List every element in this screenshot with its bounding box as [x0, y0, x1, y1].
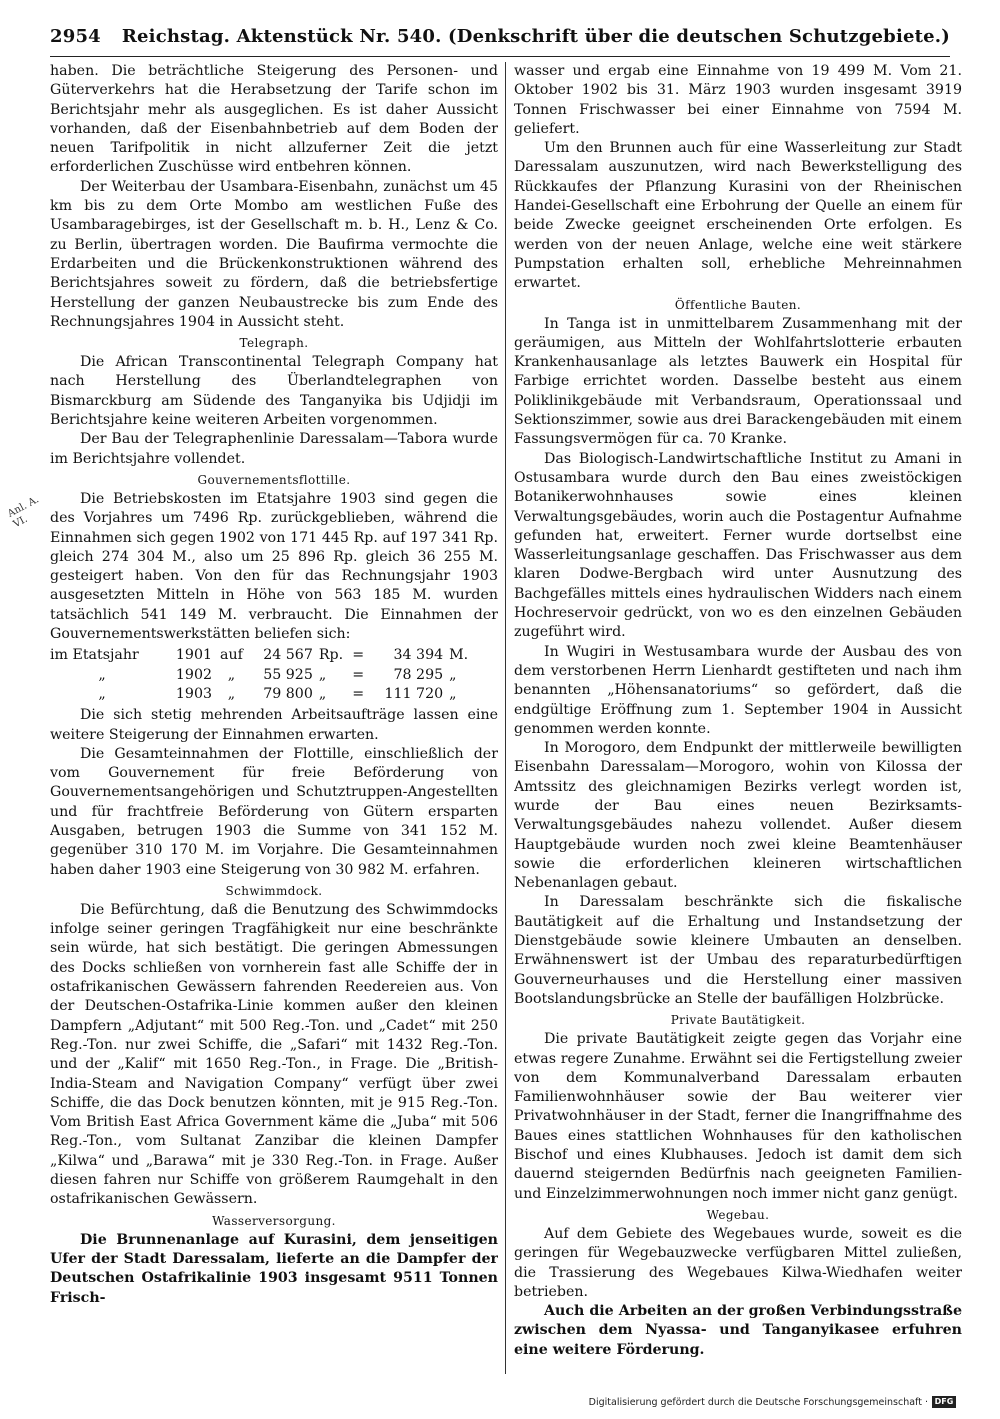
dfg-logo: DFG: [932, 1396, 956, 1408]
paragraph: Auf dem Gebiete des Wegebaues wurde, soweit es die geringen für Wegebauzwecke verfügbaren Mittel zuließen, die Trassierung des Wegebaues Kilwa-Wiedhafen weiter betrieben.: [514, 1225, 962, 1300]
paragraph: Die Gesamteinnahmen der Flottille, einschließlich der vom Gouvernement für freie Beförderung von Gouvernementsangehörigen und Schutztruppen-Angestellten und für frachtfreie Beförderung von Gütern ersparten Ausgaben, betrugen 1903 die Summe von 341 152 M. gegenüber 310 170 M. im Vorjahre. Die Gesamteinnahmen haben daher 1903 eine Steigerung von 30 982 M. erfahren.: [50, 745, 498, 878]
table-cell: „: [318, 666, 327, 683]
table-cell: 24 567: [263, 647, 313, 664]
paragraph: Die Befürchtung, daß die Benutzung des Schwimmdocks infolge seiner geringen Tragfähigkeit nur eine beschränkte sein würde, hat sich bestätigt. Die geringen Abmessungen des Docks schließen von vornherein fast alle Schiffe der in ostafrikanischen Gewässern fahrenden Reedereien aus. Von der Deutschen-Ostafrika-Linie kommen außer den kleinen Dampfern „Adjutant“ mit 500 Reg.-Ton. und „Cadet“ mit 250 Reg.-Ton. nur zwei Schiffe, die „Safari“ mit 1432 Reg.-Ton. und der „Kalif“ mit 1650 Reg.-Ton., in Frage. Die „British-India-Steam and Navigation Company“ verfügt über zwei Schiffe, die das Dock benutzen könnten, mit je 915 Reg.-Ton. Vom British East Africa Government käme die „Juba“ mit 506 Reg.-Ton., vom Sultanat Zanzibar die kleinen Dampfer „Kilwa“ und „Barawa“ mit je 330 Reg.-Ton. in Frage. Außer diesen fahren nur Schiffe von größerem Raumgehalt in den ostafrikanischen Gewässern.: [50, 901, 498, 1208]
table-cell: =: [352, 666, 365, 683]
paragraph: Die private Bautätigkeit zeigte gegen das Vorjahr eine etwas regere Zunahme. Erwähnt sei die Fertigstellung zweier von dem Kommunalverband Daressalam erbauten Familienwohnhäuser sowie der Bau weiterer vier Privatwohnhäuser in der Stadt, ferner die Inangriffnahme des Baues eines stattlichen Wohnhauses für den katholischen Bischof und eines Klubhauses. Jedoch ist damit dem sich dauernd steigernden Bedürfnis nach geeigneten Familien- und Einzelzimmerwohnungen noch immer nicht ganz genügt.: [514, 1031, 962, 1202]
page-number: 2954: [50, 26, 101, 47]
table-cell: 1903: [175, 685, 212, 702]
section-heading-wasserversorgung: Wasserversorgung.: [212, 1213, 336, 1228]
section-heading-telegraph: Telegraph.: [239, 336, 309, 351]
paragraph: Das Biologisch-Landwirtschaftliche Institut zu Amani in Ostusambara wurde durch den Bau eines zweistöckigen Botanikerwohnhauses sowie eines kleinen Verwaltungsgebäudes, worin auch die Postagentur Aufnahme gefunden hat, erweitert. Ferner wurde dortselbst eine Wasserleitungsanlage geschaffen. Das Frischwasser aus dem klaren Dodwe-Bergbach wird unter Ausnutzung des Bachgefälles mittels eines hydraulischen Widders nach einem Hochreservoir gedrückt, von wo es den einzelnen Gebäuden zugeführt wird.: [514, 450, 962, 641]
section-heading-private: Private Bautätigkeit.: [670, 1013, 806, 1028]
table-cell: 34 394: [393, 647, 444, 664]
table-cell: =: [352, 647, 365, 664]
paragraph: Auch die Arbeiten an der großen Verbindungsstraße zwischen dem Nyassa- und Tanganyikasee erfuhren eine weitere Förderung.: [514, 1303, 962, 1358]
table-cell: 78 295: [393, 666, 444, 683]
table-cell: 79 800: [263, 685, 313, 702]
table-cell: 55 925: [263, 666, 313, 683]
table-cell: „: [318, 685, 327, 702]
section-heading-flottille: Gouvernementsflottille.: [197, 472, 351, 487]
table-row: [50, 666, 471, 685]
margin-note: Anl. A. VI.: [6, 494, 41, 531]
paragraph: In Wugiri in Westusambara wurde der Ausbau des von dem verstorbenen Herrn Lienhardt gestifteten und nach ihm benannten „Höhensanatoriums“ so gefördert, daß die endgültige Eröffnung zum 1. September 1904 in Aussicht genommen werden konnte.: [514, 643, 962, 737]
table-cell: M.: [449, 647, 469, 664]
paragraph: In Tanga ist in unmittelbarem Zusammenhang mit der geräumigen, aus Mitteln der Wohlfahrtslotterie erbauten Krankenhausanlage als letztes Bauwerk ein Hospital für Farbige errichtet worden. Dasselbe besteht aus einem Poliklinikgebäude mit Verbandsraum, Operationssaal und Sektionszimmer, sowie aus drei Barackengebäuden mit einem Fassungsvermögen für ca. 70 Kranke.: [514, 315, 962, 448]
page-header: [50, 26, 950, 52]
table-cell: Rp.: [318, 647, 344, 664]
column-divider: [505, 62, 506, 1374]
table-cell: „: [98, 685, 106, 702]
table-cell: =: [352, 685, 365, 702]
table-cell: „: [449, 666, 457, 683]
header-rule: [50, 56, 950, 57]
table-cell: „: [227, 666, 236, 683]
left-column: [50, 62, 498, 1382]
paragraph: wasser und ergab eine Einnahme von 19 499 M. Vom 21. Oktober 1902 bis 31. März 1903 wurden insgesamt 3919 Tonnen Frischwasser bei einer Einnahme von 7594 M. geliefert.: [514, 63, 962, 137]
paragraph: Die sich stetig mehrenden Arbeitsaufträge lassen eine weitere Steigerung der Einnahmen erwarten.: [50, 707, 498, 743]
table-cell: auf: [220, 647, 243, 664]
table-cell: „: [449, 685, 457, 702]
paragraph: In Daressalam beschränkte sich die fiskalische Bautätigkeit auf die Erhaltung und Instandsetzung der Dienstgebäude sowie kleinere Umbauten an denselben. Erwähnenswert ist der Umbau des reparaturbedürftigen Gouverneurhauses und die Herstellung einer massiven Bootslandungsbrücke an Stelle der baufälligen Holzbrücke.: [514, 894, 962, 1007]
section-heading-schwimmdock: Schwimmdock.: [225, 883, 323, 898]
section-heading-wegebau: Wegebau.: [706, 1207, 770, 1222]
footer-text: Digitalisierung gefördert durch die Deutsche Forschungsgemeinschaft ·: [588, 1396, 928, 1408]
paragraph: Um den Brunnen auch für eine Wasserleitung zur Stadt Daressalam auszunutzen, wird nach Bewerkstelligung des Rückkaufes der Pflanzung Kurasini von der Rheinischen Handei-Gesellschaft eine Erbohrung der Quelle an einem für beide Zwecke geeignet erscheinenden Orte erfolgen. Es werden von der neuen Anlage, welche eine weit stärkere Pumpstation erhalten soll, erhebliche Mehreinnahmen erwartet.: [514, 140, 962, 292]
running-title: Reichstag. Aktenstück Nr. 540. (Denkschrift über die deutschen Schutzgebiete.): [121, 26, 950, 47]
table-cell: 1902: [175, 666, 212, 683]
paragraph: Der Weiterbau der Usambara-Eisenbahn, zunächst um 45 km bis zu dem Orte Mombo am westlichen Fuße des Usambaragebirges, ist der Gesellschaft m. b. H., Lenz & Co. zu Berlin, übertragen worden. Die Baufirma vermochte die Erdarbeiten und die Brückenkonstruktionen während des Berichtsjahres soweit zu fördern, daß die betriebsfertige Herstellung der ganzen Neubaustrecke bis zum Ende des Rechnungsjahres 1904 in Aussicht steht.: [50, 178, 498, 330]
table-cell: 111 720: [384, 685, 444, 702]
table-cell: im Etatsjahr: [50, 647, 139, 664]
table-cell: 1901: [175, 647, 212, 664]
paragraph: Die Betriebskosten im Etatsjahre 1903 sind gegen die des Vorjahres um 7496 Rp. zurückgeblieben, während die Einnahmen sich gegen 1902 von 171 445 Rp. auf 197 341 Rp. gleich 274 304 M., also um 25 896 Rp. gleich 36 255 M. gesteigert haben. Von den für das Rechnungsjahr 1903 ausgesetzten Mitteln in Höhe von 563 185 M. wurden tatsächlich 541 149 M. verbraucht. Die Einnahmen der Gouvernementswerkstätten beliefen sich:: [50, 490, 498, 643]
table-row: [50, 646, 471, 665]
table-row: [50, 685, 471, 704]
section-heading-bauten: Öffentliche Bauten.: [674, 297, 802, 312]
table-cell: „: [227, 685, 236, 702]
table-cell: „: [98, 666, 106, 683]
digitization-footer: [589, 1396, 956, 1408]
paragraph: Die Brunnenanlage auf Kurasini, dem jenseitigen Ufer der Stadt Daressalam, lieferte an die Dampfer der Deutschen Ostafrikalinie 1903 insgesamt 9511 Tonnen Frisch-: [50, 1231, 498, 1306]
paragraph: haben. Die beträchtliche Steigerung des Personen- und Güterverkehrs hat die Herabsetzung der Tarife schon im Berichtsjahr mehr als ausgeglichen. Es ist daher Aussicht vorhanden, daß der Eisenbahnbetrieb auf dem Boden der neuen Tarifpolitik in nicht allzuferner Zeit die jetzt erforderlichen Zuschüsse wird entbehren können.: [50, 63, 498, 176]
income-table: [50, 646, 471, 704]
paragraph: In Morogoro, dem Endpunkt der mittlerweile bewilligten Eisenbahn Daressalam—Morogoro, wohin von Kilossa der Amtssitz des gleichnamigen Bezirks verlegt worden ist, wurde der Bau eines neuen Bezirksamts-Verwaltungsgebäudes nahezu vollendet. Außer diesem Hauptgebäude wurden noch zwei kleine Beamtenhäuser sowie die erforderlichen kleineren wirtschaftlichen Nebenanlagen gebaut.: [514, 740, 962, 892]
paragraph: Die African Transcontinental Telegraph Company hat nach Herstellung des Überlandtelegraphen von Bismarckburg am Südende des Tanganyika bis Udjidji im Berichtsjahre keine weiteren Arbeiten vorgenommen.: [50, 354, 498, 429]
paragraph: Der Bau der Telegraphenlinie Daressalam—Tabora wurde im Berichtsjahre vollendet.: [50, 431, 498, 467]
right-column: [514, 62, 962, 1382]
